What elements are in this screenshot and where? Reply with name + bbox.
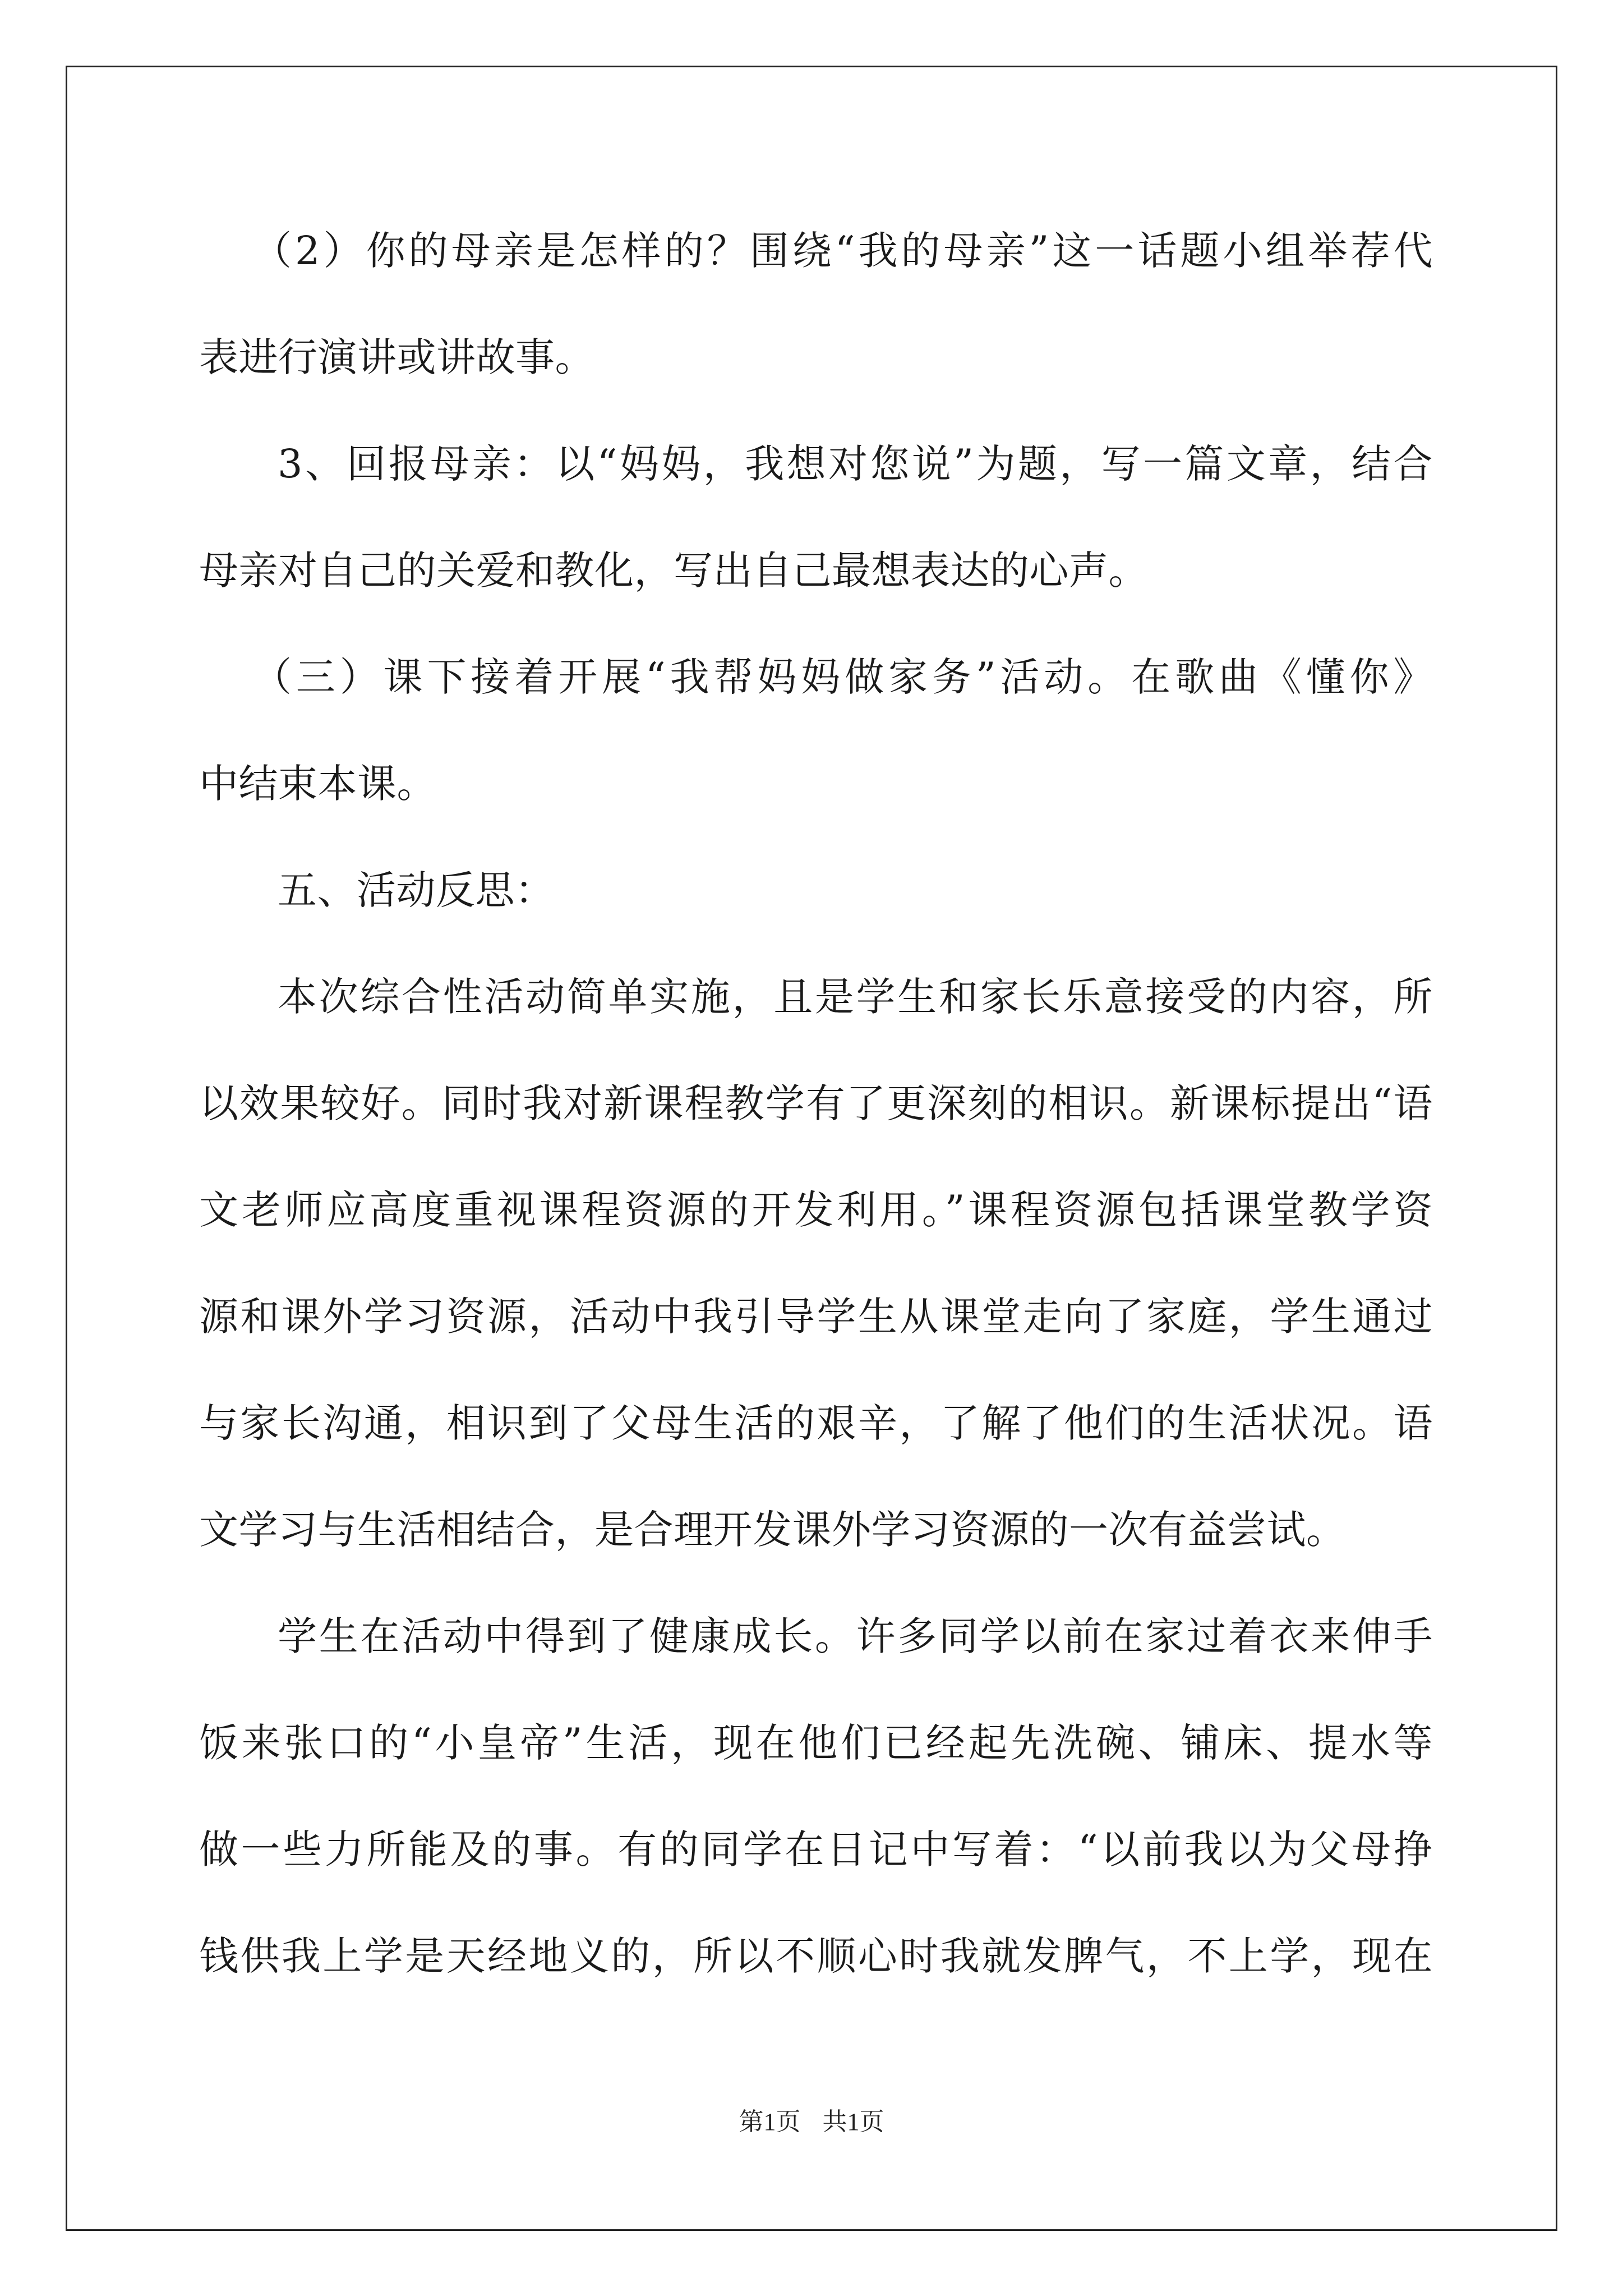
document-body: [199, 197, 1433, 2009]
paragraph-line: 以效果较好。同时我对新课程教学有了更深刻的相识。新课标提出“语: [199, 1080, 1433, 1126]
paragraph-line: 与家长沟通，相识到了父母生活的艰辛，了解了他们的生活状况。语: [199, 1400, 1433, 1446]
paragraph-line: 3、回报母亲：以“妈妈，我想对您说”为题，写一篇文章，结合: [278, 441, 1433, 487]
paragraph-line: （三）课下接着开展“我帮妈妈做家务”活动。在歌曲《懂你》: [252, 654, 1433, 700]
paragraph-line: 钱供我上学是天经地义的，所以不顺心时我就发脾气，不上学，现在: [199, 1933, 1433, 1979]
section-heading: 五、活动反思：: [278, 867, 555, 913]
paragraph-line: 中结束本课。: [199, 761, 436, 807]
page-number: 第1页: [739, 2108, 801, 2136]
page-footer: [0, 2101, 1623, 2137]
paragraph-line: 文学习与生活相结合，是合理开发课外学习资源的一次有益尝试。: [199, 1507, 1346, 1553]
paragraph-line: 表进行演讲或讲故事。: [199, 334, 594, 380]
paragraph-line: 文老师应高度重视课程资源的开发利用。”课程资源包括课堂教学资: [199, 1187, 1433, 1233]
paragraph-line: 源和课外学习资源，活动中我引导学生从课堂走向了家庭，学生通过: [199, 1294, 1433, 1340]
paragraph-line: 饭来张口的“小皇帝”生活，现在他们已经起先洗碗、铺床、提水等: [199, 1720, 1433, 1766]
page-total: 共1页: [822, 2108, 884, 2136]
paragraph-line: 本次综合性活动简单实施，且是学生和家长乐意接受的内容，所: [278, 974, 1433, 1020]
paragraph-line: （2）你的母亲是怎样的？围绕“我的母亲”这一话题小组举荐代: [252, 228, 1433, 274]
paragraph-line: 母亲对自己的关爱和教化，写出自己最想表达的心声。: [199, 547, 1148, 593]
paragraph-line: 做一些力所能及的事。有的同学在日记中写着：“以前我以为父母挣: [199, 1826, 1433, 1872]
paragraph-line: 学生在活动中得到了健康成长。许多同学以前在家过着衣来伸手: [278, 1613, 1433, 1659]
